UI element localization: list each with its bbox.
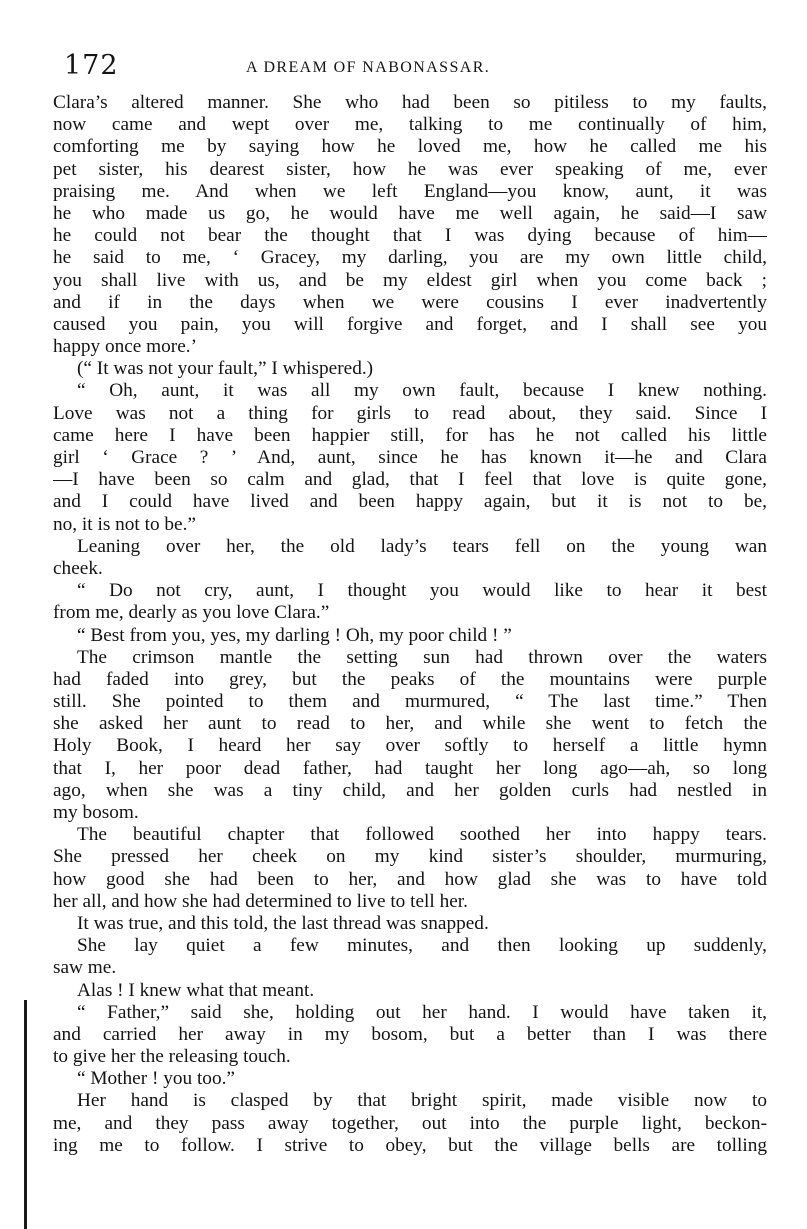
text-line: (“ It was not your fault,” I whispered.) [77,358,374,380]
text-line: and carried her away in my bosom, but a better than I was there [53,1023,767,1045]
text-line: no, it is not to be.” [53,513,196,535]
text-line: “ Do not cry, aunt, I thought you would like to hear it best [77,580,767,602]
text-line: and I could have lived and been happy again, but it is not to be, [53,491,767,513]
text-line: —I have been so calm and glad, that I feel that love is quite gone, [53,469,767,491]
text-line: and if in the days when we were cousins I ever inadvertently [53,291,767,313]
text-line: how good she had been to her, and how glad she was to have told [53,868,767,890]
text-line: “ Father,” said she, holding out her hand. I would have taken it, [77,1001,767,1023]
text-line: “ Best from you, yes, my darling ! Oh, my poor child ! ” [77,624,512,646]
text-line: he said to me, ‘ Gracey, my darling, you are my own little child, [53,247,767,269]
text-line: Love was not a thing for girls to read about, they said. Since I [53,402,767,424]
text-line: my bosom. [53,802,139,823]
text-line: he who made us go, he would have me well again, he said—I saw [53,202,767,224]
text-line: “ Oh, aunt, it was all my own fault, because I knew nothing. [77,380,767,402]
text-line: cheek. [53,557,103,579]
text-line: pet sister, his dearest sister, how he was ever speaking of me, ever [53,158,767,180]
text-line: Holy Book, I heard her say over softly to herself a little hymn [53,735,767,757]
margin-rule [24,1000,27,1229]
text-line: still. She pointed to them and murmured, “ The last time.” Then [53,691,767,713]
text-line: Her hand is clasped by that bright spirit, made visible now to [77,1090,767,1112]
text-line: to give her the releasing touch. [53,1046,291,1068]
text-line: She pressed her cheek on my kind sister’s shoulder, murmuring, [53,846,767,868]
text-line: you shall live with us, and be my eldest girl when you come back ; [53,269,767,291]
text-line: Clara’s altered manner. She who had been so pitiless to my faults, [53,92,767,113]
text-line: caused you pain, you will forgive and forget, and I shall see you [53,313,767,335]
text-line: comforting me by saying how he loved me, how he called me his [53,136,767,158]
text-line: he could not bear the thought that I was dying because of him— [53,225,767,247]
text-line: “ Mother ! you too.” [77,1068,235,1090]
text-line: She lay quiet a few minutes, and then looking up suddenly, [77,935,767,957]
text-line: came here I have been happier still, for has he not called his little [53,424,767,446]
text-line: girl ‘ Grace ? ’ And, aunt, since he has known it—he and Clara [53,447,767,468]
text-line: now came and wept over me, talking to me continually of him, [53,114,767,136]
text-line: The crimson mantle the setting sun had thrown over the waters [77,646,767,668]
text-line: her all, and how she had determined to live to tell her. [53,890,468,912]
text-line: praising me. And when we left England—you know, aunt, it was [53,180,767,202]
running-head: A DREAM OF NABONASSAR. [246,59,491,76]
text-line: from me, dearly as you love Clara.” [53,602,330,624]
text-line: she asked her aunt to read to her, and while she went to fetch the [53,713,767,735]
text-line: saw me. [53,957,117,979]
text-line: ing me to follow. I strive to obey, but the village bells are tolling [53,1134,767,1156]
body-text [53,92,767,1157]
text-line: Leaning over her, the old lady’s tears fell on the young wan [77,535,767,557]
text-line: Alas ! I knew what that meant. [77,979,315,1001]
text-line: that I, her poor dead father, had taught her long ago—ah, so long [53,757,767,779]
text-line: had faded into grey, but the peaks of the mountains were purple [53,668,767,690]
text-line: ago, when she was a tiny child, and her golden curls had nestled in [53,779,767,801]
text-line: happy once more.’ [53,336,198,358]
text-line: It was true, and this told, the last thread was snapped. [77,912,489,934]
page-number: 172 [64,50,119,81]
text-line: me, and they pass away together, out into the purple light, beckon- [53,1112,767,1134]
page-header [64,50,764,86]
text-line: The beautiful chapter that followed soothed her into happy tears. [77,824,767,846]
